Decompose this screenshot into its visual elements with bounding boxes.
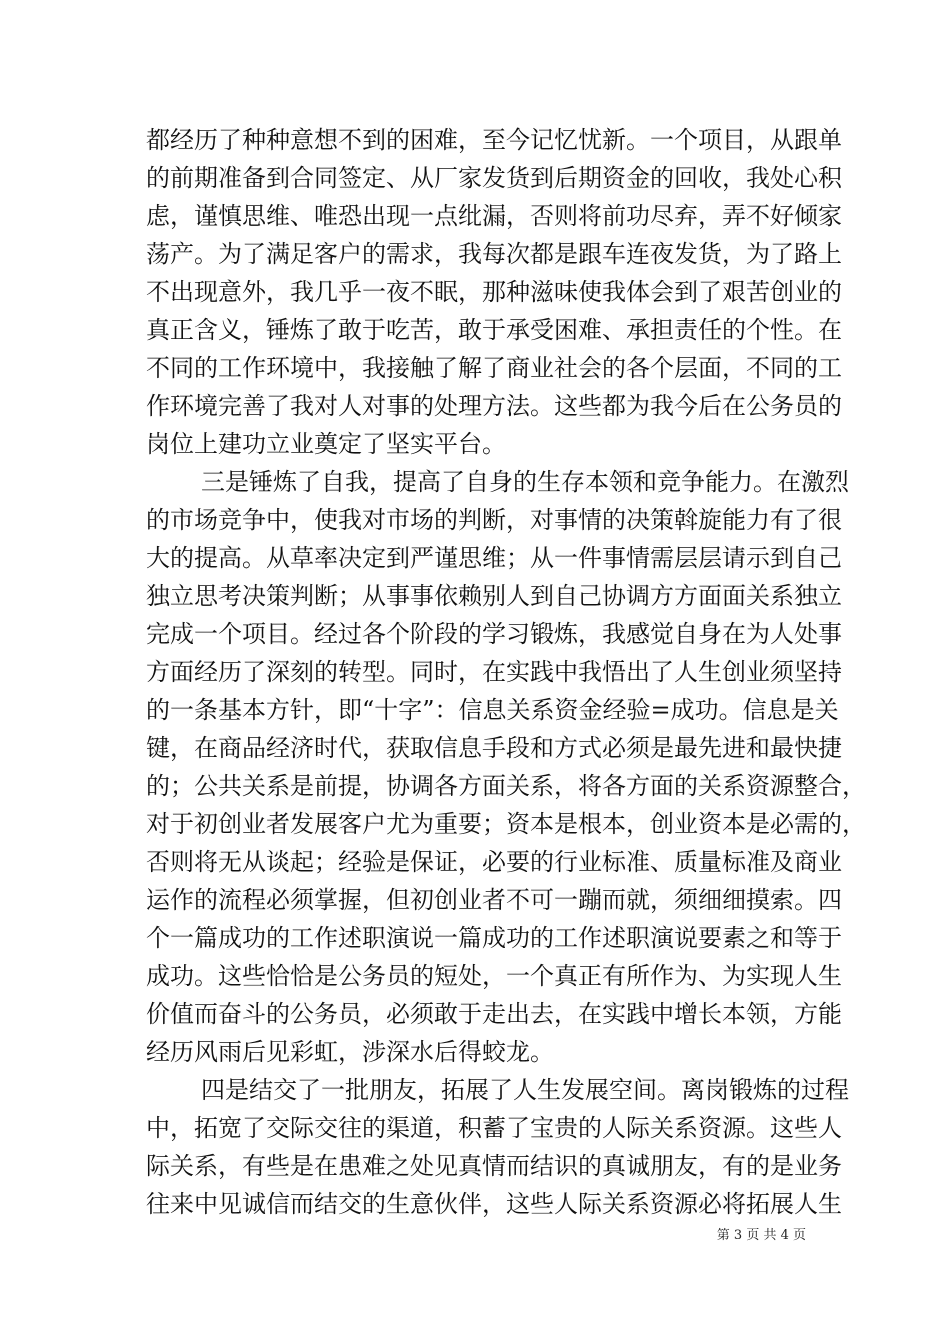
text-line: 不同的工作环境中，我接触了解了商业社会的各个层面，不同的工 (146, 354, 842, 382)
text-line: 对于初创业者发展客户尤为重要；资本是根本，创业资本是必需的， (146, 810, 866, 838)
text-line: 真正含义，锤炼了敢于吃苦，敢于承受困难、承担责任的个性。在 (146, 316, 842, 344)
paragraph-start-line: 四是结交了一批朋友，拓展了人生发展空间。离岗锻炼的过程 (201, 1076, 849, 1104)
text-line: 作环境完善了我对人对事的处理方法。这些都为我今后在公务员的 (146, 392, 842, 420)
text-line: 往来中见诚信而结交的生意伙伴，这些人际关系资源必将拓展人生 (146, 1190, 842, 1218)
text-line: 的；公共关系是前提，协调各方面关系，将各方面的关系资源整合， (146, 772, 866, 800)
text-line: 际关系，有些是在患难之处见真情而结识的真诚朋友，有的是业务 (146, 1152, 842, 1180)
text-line: 的前期准备到合同签定、从厂家发货到后期资金的回收，我处心积 (146, 164, 842, 192)
text-line: 运作的流程必须掌握，但初创业者不可一蹦而就，须细细摸索。四 (146, 886, 842, 914)
text-line: 否则将无从谈起；经验是保证，必要的行业标准、质量标准及商业 (146, 848, 842, 876)
text-line: 岗位上建功立业奠定了坚实平台。 (146, 430, 506, 458)
text-line: 的市场竞争中，使我对市场的判断，对事情的决策斡旋能力有了很 (146, 506, 842, 534)
text-line: 荡产。为了满足客户的需求，我每次都是跟车连夜发货，为了路上 (146, 240, 842, 268)
text-line: 都经历了种种意想不到的困难，至今记忆忧新。一个项目，从跟单 (146, 126, 842, 154)
paragraph-start-line: 三是锤炼了自我，提高了自身的生存本领和竞争能力。在激烈 (201, 468, 849, 496)
text-line: 完成一个项目。经过各个阶段的学习锻炼，我感觉自身在为人处事 (146, 620, 842, 648)
text-line: 独立思考决策判断；从事事依赖别人到自己协调方方面面关系独立 (146, 582, 842, 610)
text-line: 价值而奋斗的公务员，必须敢于走出去，在实践中增长本领，方能 (146, 1000, 842, 1028)
text-line: 大的提高。从草率决定到严谨思维；从一件事情需层层请示到自己 (146, 544, 842, 572)
text-line: 虑，谨慎思维、唯恐出现一点纰漏，否则将前功尽弃，弄不好倾家 (146, 202, 842, 230)
text-line: 键，在商品经济时代，获取信息手段和方式必须是最先进和最快捷 (146, 734, 842, 762)
text-line: 经历风雨后见彩虹，涉深水后得蛟龙。 (146, 1038, 554, 1066)
text-line: 的一条基本方针，即“十字”：信息关系资金经验=成功。信息是关 (146, 696, 839, 724)
text-line: 不出现意外，我几乎一夜不眠，那种滋味使我体会到了艰苦创业的 (146, 278, 842, 306)
text-line: 方面经历了深刻的转型。同时，在实践中我悟出了人生创业须坚持 (146, 658, 842, 686)
text-line: 成功。这些恰恰是公务员的短处，一个真正有所作为、为实现人生 (146, 962, 842, 990)
text-line: 个一篇成功的工作述职演说一篇成功的工作述职演说要素之和等于 (146, 924, 842, 952)
page-number: 第 3 页 共 4 页 (716, 1228, 806, 1243)
text-line: 中，拓宽了交际交往的渠道，积蓄了宝贵的人际关系资源。这些人 (146, 1114, 842, 1142)
